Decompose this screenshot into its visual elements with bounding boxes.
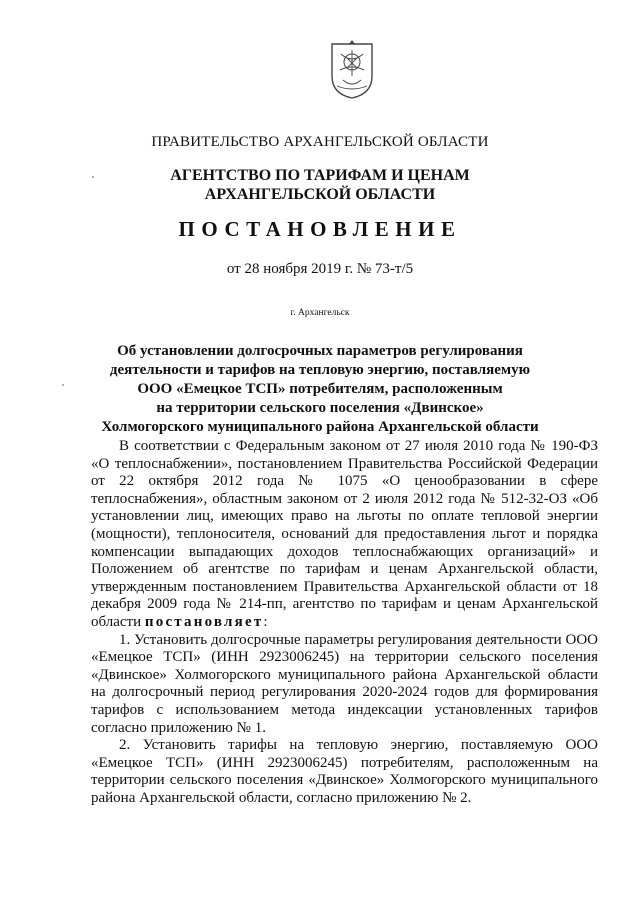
government-name: ПРАВИТЕЛЬСТВО АРХАНГЕЛЬСКОЙ ОБЛАСТИ xyxy=(151,134,489,150)
agency-name-line: АРХАНГЕЛЬСКОЙ ОБЛАСТИ xyxy=(204,186,436,203)
city-name: г. Архангельск xyxy=(290,308,350,318)
scan-speck xyxy=(92,176,94,178)
coat-of-arms-icon xyxy=(327,40,377,100)
decrees-word: постановляет xyxy=(144,613,264,630)
decree-date-number: от 28 ноября 2019 г. № 73-т/5 xyxy=(226,261,414,277)
preamble-text: В соответствии с Федеральным законом от 27 июля 2010 года № 190-ФЗ «О теплоснабжении», постановлением Правительства Российской Федерации от 22 октября 2012 года № 1075 «О ценообразовании в сфере теплоснабжения», областным законом от 2 июля 2012 года № 512-32-ОЗ «Об установлении лиц, имеющих право на льготы по оплате тепловой энергии (мощности), теплоносителя, оснований для предоставления льгот и порядка компенсации выпадающих доходов теплоснабжающих организаций» и Положением об агентстве по тарифам и ценам Архангельской области, утвержденным постановлением Правительства Архангельской области от 18 декабря 2009 года № 214-пп, агентство по тарифам и ценам Архангельской области xyxy=(91,438,598,630)
subject-line: деятельности и тарифов на тепловую энергию, поставляемую xyxy=(109,362,531,378)
decree-subject xyxy=(0,342,640,437)
subject-line: Холмогорского муниципального района Архангельской области xyxy=(101,419,539,435)
decree-body xyxy=(91,438,598,807)
item-2-paragraph: 2. Установить тарифы на тепловую энергию, поставляемую ООО «Емецкое ТСП» (ИНН 2923006245) потребителям, расположенным на территории сельского поселения «Двинское» Холмогорского муниципального района Архангельской области, согласно приложению № 2. xyxy=(91,737,598,806)
decree-heading: ПОСТАНОВЛЕНИЕ xyxy=(178,217,462,241)
preamble-colon: : xyxy=(263,613,268,630)
subject-line: Об установлении долгосрочных параметров регулирования xyxy=(117,343,523,359)
item-1-paragraph: 1. Установить долгосрочные параметры регулирования деятельности ООО «Емецкое ТСП» (ИНН 2923006245) на территории сельского поселения «Двинское» Холмогорского муниципального района Архангельской области на долгосрочный период регулирования 2020-2024 годов для формирования тарифов с использованием метода индексации установленных тарифов согласно приложению № 1. xyxy=(91,631,598,736)
agency-name-line: АГЕНТСТВО ПО ТАРИФАМ И ЦЕНАМ xyxy=(170,167,470,184)
preamble-paragraph xyxy=(91,438,598,632)
scan-speck xyxy=(62,384,64,386)
subject-line: ООО «Емецкое ТСП» потребителям, расположенным xyxy=(137,381,503,397)
agency-name xyxy=(0,166,640,204)
subject-line: на территории сельского поселения «Двинское» xyxy=(156,400,484,416)
